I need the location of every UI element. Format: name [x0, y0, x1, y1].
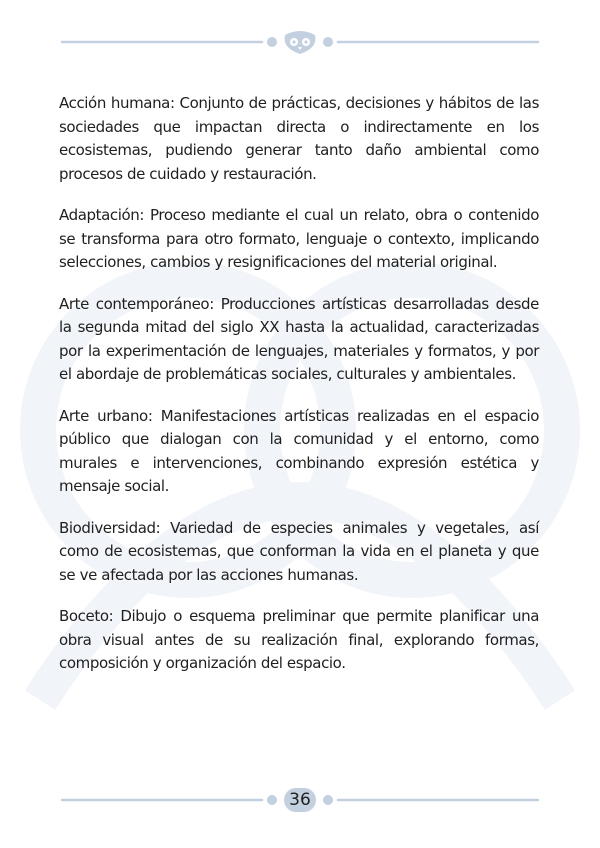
glossary-entry-arte-contemporaneo: Arte contemporáneo: Producciones artísticas desarrolladas desde la segunda mitad del siglo XX hasta la actualidad, caracterizadas por la experimentación de lenguajes, materiales y formatos, y por el abordaje de problemáticas sociales, culturales y ambientales.	[59, 294, 539, 383]
page-number: 36	[289, 790, 311, 810]
glossary-entry-arte-urbano: Arte urbano: Manifestaciones artísticas realizadas en el espacio público que dialogan con la comunidad y el entorno, como murales e intervenciones, combinando expresión estética y mensaje social.	[59, 406, 539, 495]
glossary	[59, 92, 539, 676]
glossary-entry-adaptacion: Adaptación: Proceso mediante el cual un relato, obra o contenido se transforma para otro formato, lenguaje o contexto, implicando selecciones, cambios y resignificaciones del material original.	[59, 206, 539, 271]
owl-face-icon	[285, 31, 316, 54]
glossary-entry-biodiversidad: Biodiversidad: Variedad de especies animales y vegetales, así como de ecosistemas, que conforman la vida en el planeta y que se ve afectada por las acciones humanas.	[59, 518, 539, 584]
header-ornament	[0, 30, 600, 54]
glossary-entry-accion-humana: Acción humana: Conjunto de prácticas, decisiones y hábitos de las sociedades que impactan directa o indirectamente en los ecosistemas, pudiendo generar tanto daño ambiental como procesos de cuidado y restauración.	[59, 94, 539, 183]
glossary-entry-boceto: Boceto: Dibujo o esquema preliminar que permite planificar una obra visual antes de su realización final, explorando formas, composición y organización del espacio.	[59, 607, 539, 672]
